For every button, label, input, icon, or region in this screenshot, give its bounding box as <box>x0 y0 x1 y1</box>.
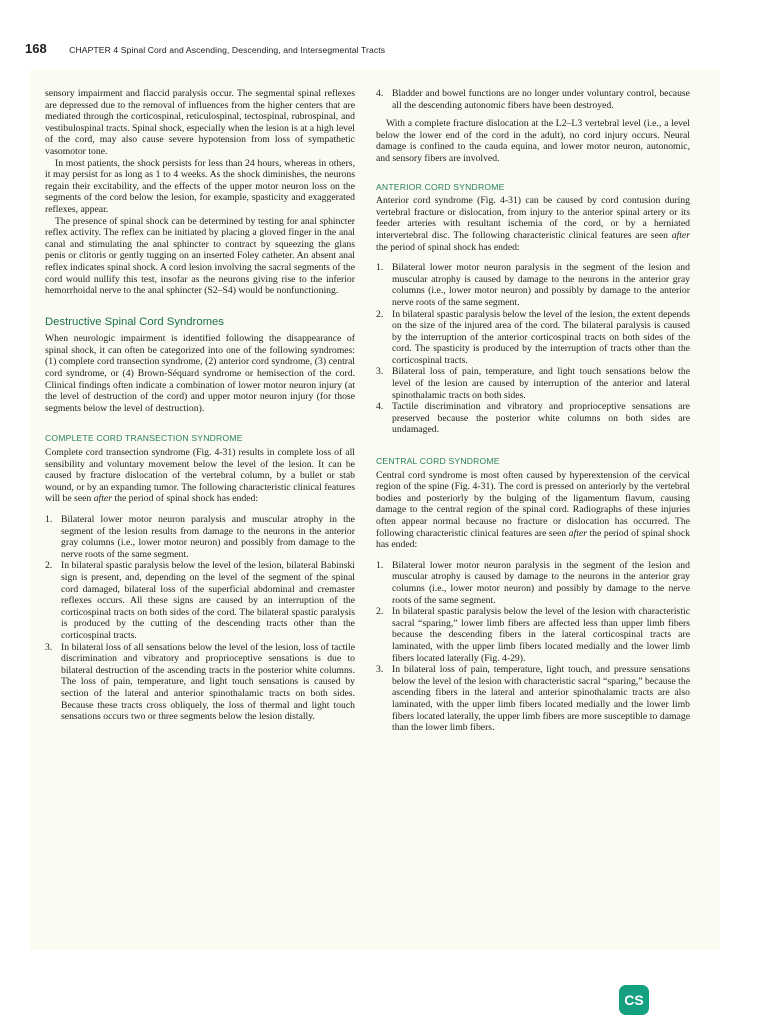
emphasis: after <box>93 493 112 505</box>
running-head: CHAPTER 4 Spinal Cord and Ascending, Descending, and Intersegmental Tracts <box>69 45 386 55</box>
list-text: In bilateral loss of all sensations below the level of the lesion, loss of tactile discrimination and vibratory and proprioceptive sensations is due to bilateral destruction of the ascending tracts in the posterior white columns. The loss of pain, temperature, and light touch sensations is caused by section of the lateral and anterior spinothalamic tracts on both sides. Because these tracts cross obliquely, the loss of thermal and light touch sensations occurs two or three segments below the lesion distally. <box>61 641 355 723</box>
list-number: 1. <box>45 514 53 525</box>
text-run: the period of spinal shock has ended: <box>376 241 520 253</box>
list-text: In bilateral spastic paralysis below the level of the lesion with characteristic sacral “sparing,” lower limb fibers are affected less than upper limb fibers because the descending fibers in the lateral corticospinal tracts are laminated, with the upper limb fibers located medially and the lower limb fibers located laterally (Fig. 4-29). <box>392 606 690 664</box>
numbered-list-complete <box>45 514 355 723</box>
list-item <box>45 642 355 723</box>
subheading-central-cord: CENTRAL CORD SYNDROME <box>376 456 500 467</box>
list-item <box>376 262 690 308</box>
list-text: Bilateral lower motor neuron paralysis and muscular atrophy in the segment of the lesion results from damage to the neurons in the anterior gray columns (i.e., lower motor neuron) and possibly from damage to the nerve roots of the same segment. <box>61 514 355 560</box>
numbered-list-anterior <box>376 262 690 436</box>
list-item <box>376 88 690 111</box>
paragraph <box>376 195 690 253</box>
subheading-anterior-cord: ANTERIOR CORD SYNDROME <box>376 181 505 192</box>
list-item <box>45 560 355 641</box>
right-column <box>376 88 690 734</box>
list-text: Bladder and bowel functions are no longer under voluntary control, because all the descending autonomic fibers have been destroyed. <box>392 88 690 111</box>
list-item <box>376 664 690 734</box>
numbered-list-central <box>376 560 690 734</box>
list-number: 3. <box>45 641 53 653</box>
list-item <box>376 401 690 436</box>
paragraph <box>45 447 355 505</box>
paragraph: sensory impairment and flaccid paralysis occur. The segmental spinal reflexes are depressed due to the removal of influences from the higher centers that are mediated through the corticospinal, reticulospinal, tectospinal, rubrospinal, and vestibulospinal tracts. Spinal shock, especially when the lesion is at a high level of the cord, may also cause severe hypotension from loss of sympathetic vasomotor tone. <box>45 88 355 157</box>
list-number: 1. <box>376 262 384 274</box>
list-item <box>45 514 355 560</box>
text-run: Complete cord transection syndrome (Fig. 4-31) results in complete loss of all sensibility and voluntary movement below the level of the lesion. It can be caused by fracture dislocation of the vertebral column, by a bullet or stab wound, or by an expanding tumor. The following characteristic clinical features will be seen <box>45 447 355 505</box>
list-number: 2. <box>376 606 384 618</box>
list-text: Bilateral loss of pain, temperature, and light touch sensations below the level of the lesion are caused by interruption of the anterior and lateral spinothalamic tracts on both sides. <box>392 366 690 401</box>
paragraph <box>376 470 690 551</box>
logo-text: CS <box>624 992 644 1008</box>
list-number: 3. <box>376 366 384 378</box>
list-number: 1. <box>376 559 384 571</box>
list-number: 4. <box>376 88 384 99</box>
list-text: In bilateral loss of pain, temperature, light touch, and pressure sensations below the level of the lesion with characteristic sacral “sparing,” because the ascending fibers in the lateral and anterior spinothalamic tracts are also laminated, with the upper limb fibers located medially and the lower limb fibers located laterally, the upper limb fibers are more susceptible to damage than the lower limb fibers. <box>392 664 690 734</box>
paragraph: The presence of spinal shock can be determined by testing for anal sphincter reflex activity. The reflex can be initiated by placing a gloved finger in the anal canal and stimulating the anal sphincter to contract by squeezing the glans penis or clitoris or gently tugging on an inserted Foley catheter. An absent anal reflex indicates spinal shock. A cord lesion involving the sacral segments of the cord would nullify this test, insofar as the neurons giving rise to the inferior hemorrhoidal nerve to the anal sphincter (S2–S4) would be nonfunctioning. <box>45 215 355 297</box>
paragraph: In most patients, the shock persists for less than 24 hours, whereas in others, it may persist for as long as 1 to 4 weeks. As the shock diminishes, the neurons regain their excitability, and the effects of the upper motor neuron loss on the segments of the cord below the lesion, for example, spasticity and exaggerated reflexes, appear. <box>45 157 355 215</box>
list-number: 2. <box>376 308 384 320</box>
list-text: Tactile discrimination and vibratory and proprioceptive sensations are preserved because the posterior white columns on both sides are undamaged. <box>392 401 690 436</box>
left-column <box>45 88 355 723</box>
list-item <box>376 606 690 664</box>
emphasis: after <box>671 229 690 241</box>
section-heading-destructive: Destructive Spinal Cord Syndromes <box>45 315 224 328</box>
list-item <box>376 366 690 401</box>
subheading-complete-transection: COMPLETE CORD TRANSECTION SYNDROME <box>45 433 243 444</box>
numbered-list-complete-continued <box>376 88 690 111</box>
list-text: In bilateral spastic paralysis below the level of the lesion, the extent depends on the size of the injured area of the cord. The bilateral paralysis is caused by the interruption of the anterior corticospinal tracts on both sides of the cord. The spasticity is produced by the interruption of tracts other than the corticospinal tracts. <box>392 308 690 366</box>
list-number: 4. <box>376 401 384 413</box>
list-item <box>376 309 690 367</box>
text-run: Anterior cord syndrome (Fig. 4-31) can be caused by cord contusion during vertebral fracture or dislocation, from injury to the anterior spinal artery or its feeder arteries with resultant ischemia of the cord, or by a herniated intervertebral disc. The following characteristic clinical features are seen <box>376 195 690 241</box>
page-number: 168 <box>25 41 47 56</box>
list-text: In bilateral spastic paralysis below the level of the lesion, bilateral Babinski sign is present, and, depending on the level of the segment of the spinal cord damaged, bilateral loss of the superficial abdominal and cremaster reflexes occurs. All these signs are caused by an interruption of the corticospinal tracts on both sides of the cord. The bilateral spastic paralysis is produced by the cutting of the descending tracts other than the corticospinal tracts. <box>61 560 355 641</box>
text-run: the period of spinal shock has ended: <box>112 493 259 505</box>
emphasis: after <box>568 527 587 539</box>
text-run: Central cord syndrome is most often caused by hyperextension of the cervical region of the spine (Fig. 4-31). The cord is pressed on anteriorly by the vertebral bodies and posteriorly by the bulging of the ligamentum flavum, causing damage to the central region of the spinal cord. Radiographs of these injuries often appear normal because no fracture or dislocation has occurred. The following characteristic clinical features are seen <box>376 469 690 539</box>
list-number: 2. <box>45 560 53 572</box>
camscanner-logo <box>619 985 649 1015</box>
list-number: 3. <box>376 664 384 676</box>
text-run: the period of spinal shock has ended: <box>376 527 690 551</box>
paragraph: When neurologic impairment is identified following the disappearance of spinal shock, it can often be categorized into one of the following syndromes: (1) complete cord transection syndrome, (2) anterior cord syndrome, (3) central cord syndrome, or (4) Brown-Séquard syndrome or hemisection of the cord. Clinical findings often indicate a combination of lower motor neuron injury (at the level of destruction of the cord) and upper motor neuron injury (for those segments below the level of destruction). <box>45 333 355 414</box>
paragraph: With a complete fracture dislocation at the L2–L3 vertebral level (i.e., a level below the lower end of the cord in the adult), no cord injury occurs. Neural damage is confined to the cauda equina, and lower motor neuron, autonomic, and sensory fibers are involved. <box>376 118 690 164</box>
page-header <box>25 40 715 58</box>
list-text: Bilateral lower motor neuron paralysis in the segment of the lesion and muscular atrophy is caused by damage to the neurons in the anterior gray columns (i.e., lower motor neuron) and possibly by damage to the nerve roots of the same segment. <box>392 559 690 606</box>
list-item <box>376 560 690 606</box>
list-text: Bilateral lower motor neuron paralysis in the segment of the lesion and muscular atrophy is caused by damage to the neurons in the anterior gray columns (i.e., lower motor neuron) and possibly by damage to the anterior nerve roots of the same segment. <box>392 262 690 308</box>
